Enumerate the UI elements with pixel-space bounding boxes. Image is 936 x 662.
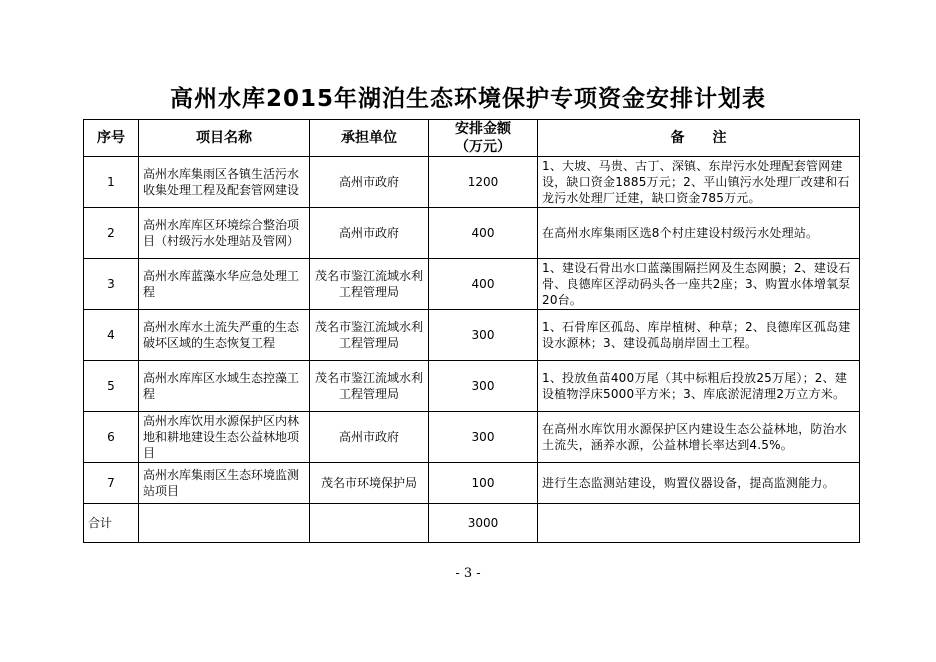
row-name: 高州水库库区水域生态控藻工程 (139, 361, 310, 412)
header-amount-line1: 安排金额 (455, 121, 511, 137)
page-number: - 3 - (455, 566, 481, 581)
row-amount: 100 (429, 463, 538, 504)
row-remark: 进行生态监测站建设，购置仪器设备，提高监测能力。 (538, 463, 860, 504)
row-amount: 400 (429, 259, 538, 310)
row-no: 7 (84, 463, 139, 504)
table-row (84, 259, 860, 310)
table-row (84, 208, 860, 259)
row-remark: 1、石骨库区孤岛、库岸植树、种草；2、良德库区孤岛建设水源林；3、建设孤岛崩岸固土工程。 (538, 310, 860, 361)
row-amount: 300 (429, 361, 538, 412)
table-header-row (84, 120, 860, 157)
header-remark: 备 注 (538, 120, 860, 157)
header-amount (429, 120, 538, 157)
header-no: 序号 (84, 120, 139, 157)
table-row (84, 412, 860, 463)
row-no: 5 (84, 361, 139, 412)
row-unit: 高州市政府 (310, 157, 429, 208)
row-name: 高州水库集雨区各镇生活污水收集处理工程及配套管网建设 (139, 157, 310, 208)
row-name: 高州水库库区环境综合整治项目（村级污水处理站及管网） (139, 208, 310, 259)
row-unit: 茂名市鉴江流域水利工程管理局 (310, 361, 429, 412)
table-row (84, 157, 860, 208)
row-no: 4 (84, 310, 139, 361)
total-row (84, 504, 860, 543)
row-name: 高州水库蓝藻水华应急处理工程 (139, 259, 310, 310)
row-no: 3 (84, 259, 139, 310)
row-remark: 1、建设石骨出水口蓝藻围隔拦网及生态网膜；2、建设石骨、良德库区浮动码头各一座共2座；3、购置水体增氧泵20台。 (538, 259, 860, 310)
row-unit: 高州市政府 (310, 412, 429, 463)
row-amount: 300 (429, 412, 538, 463)
row-unit: 茂名市鉴江流域水利工程管理局 (310, 259, 429, 310)
total-label: 合计 (84, 504, 139, 543)
table-row (84, 463, 860, 504)
row-remark: 1、大坡、马贵、古丁、深镇、东岸污水处理配套管网建设，缺口资金1885万元；2、平山镇污水处理厂改建和石龙污水处理厂迁建，缺口资金785万元。 (538, 157, 860, 208)
total-amount: 3000 (429, 504, 538, 543)
row-no: 6 (84, 412, 139, 463)
row-no: 2 (84, 208, 139, 259)
row-name: 高州水库集雨区生态环境监测站项目 (139, 463, 310, 504)
funding-plan-table (83, 119, 860, 543)
row-unit: 茂名市鉴江流域水利工程管理局 (310, 310, 429, 361)
row-amount: 400 (429, 208, 538, 259)
row-remark: 1、投放鱼苗400万尾（其中标粗后投放25万尾）；2、建设植物浮床5000平方米；3、库底淤泥清理2万立方米。 (538, 361, 860, 412)
total-remark-empty (538, 504, 860, 543)
row-remark: 在高州水库集雨区选8个村庄建设村级污水处理站。 (538, 208, 860, 259)
page-title: 高州水库2015年湖泊生态环境保护专项资金安排计划表 (169, 86, 766, 112)
header-unit: 承担单位 (310, 120, 429, 157)
row-unit: 茂名市环境保护局 (310, 463, 429, 504)
row-amount: 300 (429, 310, 538, 361)
row-no: 1 (84, 157, 139, 208)
header-name: 项目名称 (139, 120, 310, 157)
row-name: 高州水库饮用水源保护区内林地和耕地建设生态公益林地项目 (139, 412, 310, 463)
row-remark: 在高州水库饮用水源保护区内建设生态公益林地，防治水土流失，涵养水源，公益林增长率达到4.5%。 (538, 412, 860, 463)
table-row (84, 310, 860, 361)
table-row (84, 361, 860, 412)
row-unit: 高州市政府 (310, 208, 429, 259)
total-unit-empty (310, 504, 429, 543)
header-amount-line2: （万元） (455, 139, 511, 155)
row-name: 高州水库水土流失严重的生态破坏区域的生态恢复工程 (139, 310, 310, 361)
row-amount: 1200 (429, 157, 538, 208)
total-name-empty (139, 504, 310, 543)
